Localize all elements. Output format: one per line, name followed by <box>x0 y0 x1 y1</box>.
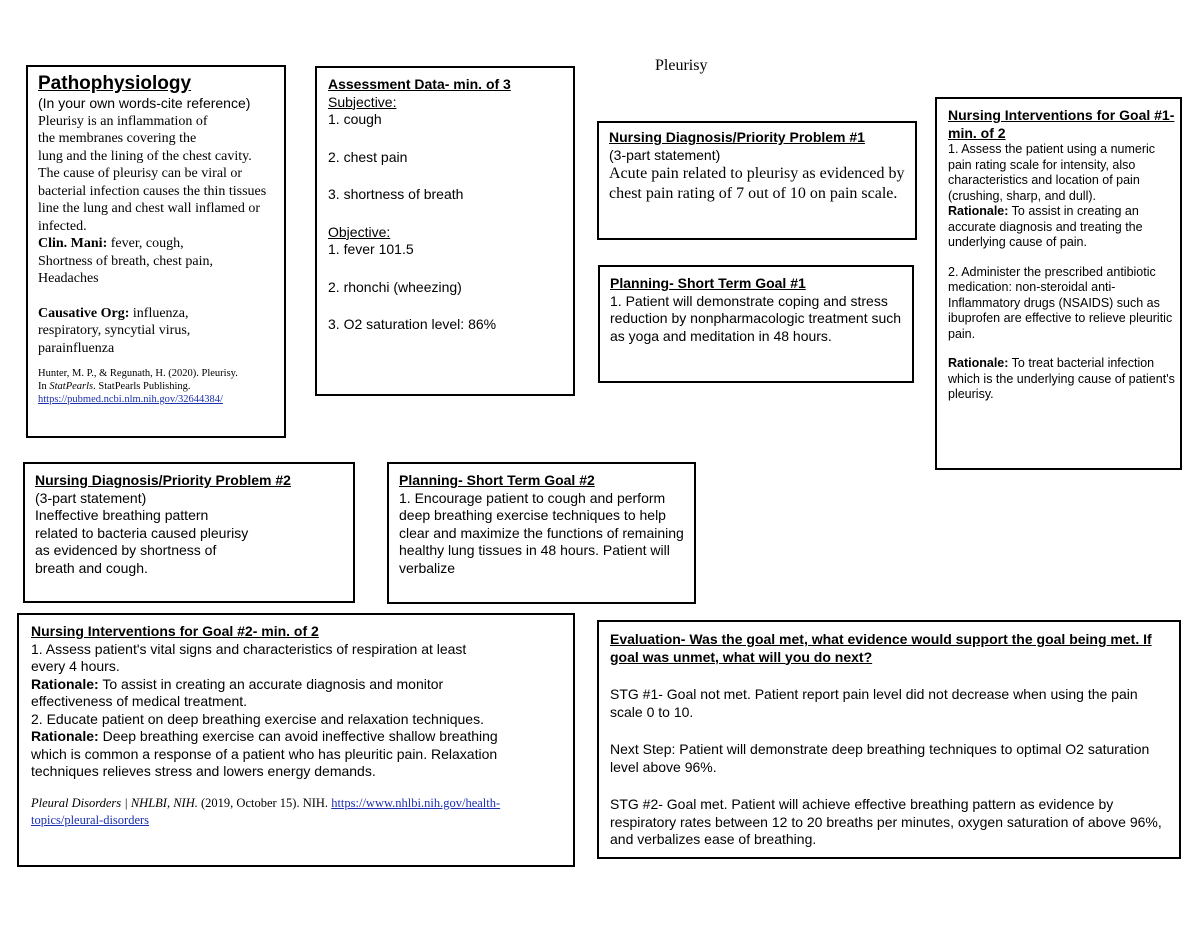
objective-item: 1. fever 101.5 <box>328 241 414 257</box>
objective-item: 3. O2 saturation level: 86% <box>328 316 497 332</box>
patho-line: bacterial infection causes the thin tissues <box>38 183 267 199</box>
interventions-1-heading: Nursing Interventions for Goal #1- min. of 2 <box>948 107 1175 141</box>
planning-2-box <box>387 462 696 604</box>
rationale: Rationale: To assist in creating an accurate diagnosis and monitor effectiveness of medical treatment. <box>31 675 444 709</box>
patho-line: Pleurisy is an inflammation of <box>38 113 208 129</box>
clinical-manifestations-line: Headaches <box>38 271 99 286</box>
diagnosis-1-statement: Acute pain related to pleurisy as evidenced by chest pain rating of 7 out of 10 on pain scale. <box>609 165 905 202</box>
objective-label: Objective: <box>328 223 391 240</box>
diagnosis-2-line: Ineffective breathing pattern <box>35 507 209 523</box>
diagnosis-1-box <box>597 121 917 240</box>
reference: Pleural Disorders | NHLBI, NIH. (2019, October 15). NIH. https://www.nhlbi.nih.gov/health-topics/pleural-disorders <box>31 795 501 827</box>
diagnosis-2-box <box>23 462 355 603</box>
patho-line: lung and the lining of the chest cavity. <box>38 148 252 164</box>
objective-item: 2. rhonchi (wheezing) <box>328 278 462 295</box>
evaluation-paragraph: STG #1- Goal not met. Patient report pain level did not decrease when using the pain scale 0 to 10. <box>610 686 1138 720</box>
patho-line: The cause of pleurisy can be viral or <box>38 166 243 181</box>
interventions-2-box <box>17 613 575 867</box>
diagnosis-2-line: breath and cough. <box>35 559 148 576</box>
pathophysiology-box <box>26 65 286 438</box>
clinical-manifestations-line: Shortness of breath, chest pain, <box>38 253 213 269</box>
causative-organism-line: parainfluenza <box>38 340 115 356</box>
subjective-item: 3. shortness of breath <box>328 186 464 202</box>
causative-organism-line: respiratory, syncytial virus, <box>38 323 191 338</box>
diagnosis-1-heading: Nursing Diagnosis/Priority Problem #1 <box>609 129 865 145</box>
diagnosis-2-line: as evidenced by shortness of <box>35 542 217 558</box>
clinical-manifestations: Clin. Mani: fever, cough, <box>38 236 184 251</box>
planning-1-heading: Planning- Short Term Goal #1 <box>610 275 806 291</box>
planning-2-heading: Planning- Short Term Goal #2 <box>399 472 595 488</box>
patho-line: the membranes covering the <box>38 131 197 146</box>
evaluation-paragraph: STG #2- Goal met. Patient will achieve effective breathing pattern as evidence by respiratory rates between 12 to 20 breaths per minutes, oxygen saturation of above 96%, and verbalizes ease of breathing. <box>610 796 1162 847</box>
page-title: Pleurisy <box>655 57 708 74</box>
rationale: Rationale: Deep breathing exercise can avoid ineffective shallow breathing which is common a response of a patient who has pleuritic pain. Relaxation techniques relieves stress and lowers energy demands. <box>31 728 498 779</box>
intervention-item: 1. Assess patient's vital signs and characteristics of respiration at least every 4 hours. <box>31 640 467 674</box>
patho-line: line the lung and chest wall inflamed or <box>38 201 260 216</box>
planning-1-goal: 1. Patient will demonstrate coping and stress reduction by nonpharmacologic treatment such as yoga and meditation in 48 hours. <box>610 292 902 344</box>
diagnosis-2-line: related to bacteria caused pleurisy <box>35 524 249 541</box>
evaluation-paragraph: Next Step: Patient will demonstrate deep breathing techniques to optimal O2 saturation level above 96%. <box>610 741 1150 775</box>
causative-organism: Causative Org: influenza, <box>38 305 189 321</box>
planning-1-box <box>598 265 914 383</box>
diagnosis-2-heading: Nursing Diagnosis/Priority Problem #2 <box>35 472 291 488</box>
intervention-item: 1. Assess the patient using a numeric pain rating scale for intensity, also characteristics and location of pain (crushing, sharp, and dull). <box>948 142 1156 203</box>
rationale: Rationale: To assist in creating an accurate diagnosis and treating the underlying cause of pain. <box>948 204 1143 249</box>
intervention-item: 2. Educate patient on deep breathing exercise and relaxation techniques. <box>31 710 484 727</box>
evaluation-heading: Evaluation- Was the goal met, what evidence would support the goal being met. If goal was unmet, what will you do next? <box>610 631 1152 665</box>
diagnosis-1-subheading: (3-part statement) <box>609 146 721 163</box>
assessment-box <box>315 66 575 396</box>
interventions-1-box <box>935 97 1182 470</box>
subjective-item: 1. cough <box>328 111 382 127</box>
reference-link[interactable]: https://www.nhlbi.nih.gov/health-topics/pleural-disorders <box>31 795 501 827</box>
diagnosis-2-subheading: (3-part statement) <box>35 489 147 506</box>
evaluation-box <box>597 620 1181 859</box>
reference: In StatPearls. StatPearls Publishing. <box>38 381 191 392</box>
reference-link[interactable]: https://pubmed.ncbi.nlm.nih.gov/32644384/ <box>38 394 223 405</box>
interventions-2-heading: Nursing Interventions for Goal #2- min. of 2 <box>31 623 319 639</box>
intervention-item: 2. Administer the prescribed antibiotic medication: non-steroidal anti-Inflammatory drugs (NSAIDS) such as ibuprofen are effective to relieve pleuritic pain. <box>948 264 1173 341</box>
subjective-label: Subjective: <box>328 93 397 110</box>
pathophysiology-heading: Pathophysiology <box>38 73 192 94</box>
subjective-item: 2. chest pain <box>328 148 408 165</box>
rationale: Rationale: To treat bacterial infection which is the underlying cause of patient's pleurisy. <box>948 356 1175 401</box>
pathophysiology-subheading: (In your own words-cite reference) <box>38 95 251 111</box>
reference: Hunter, M. P., & Regunath, H. (2020). Pleurisy. <box>38 368 238 379</box>
assessment-heading: Assessment Data- min. of 3 <box>328 76 511 92</box>
planning-2-goal: 1. Encourage patient to cough and perform deep breathing exercise techniques to help clear and maximize the functions of remaining healthy lung tissues in 48 hours. Patient will verbalize <box>399 489 684 576</box>
patho-line: infected. <box>38 218 87 234</box>
